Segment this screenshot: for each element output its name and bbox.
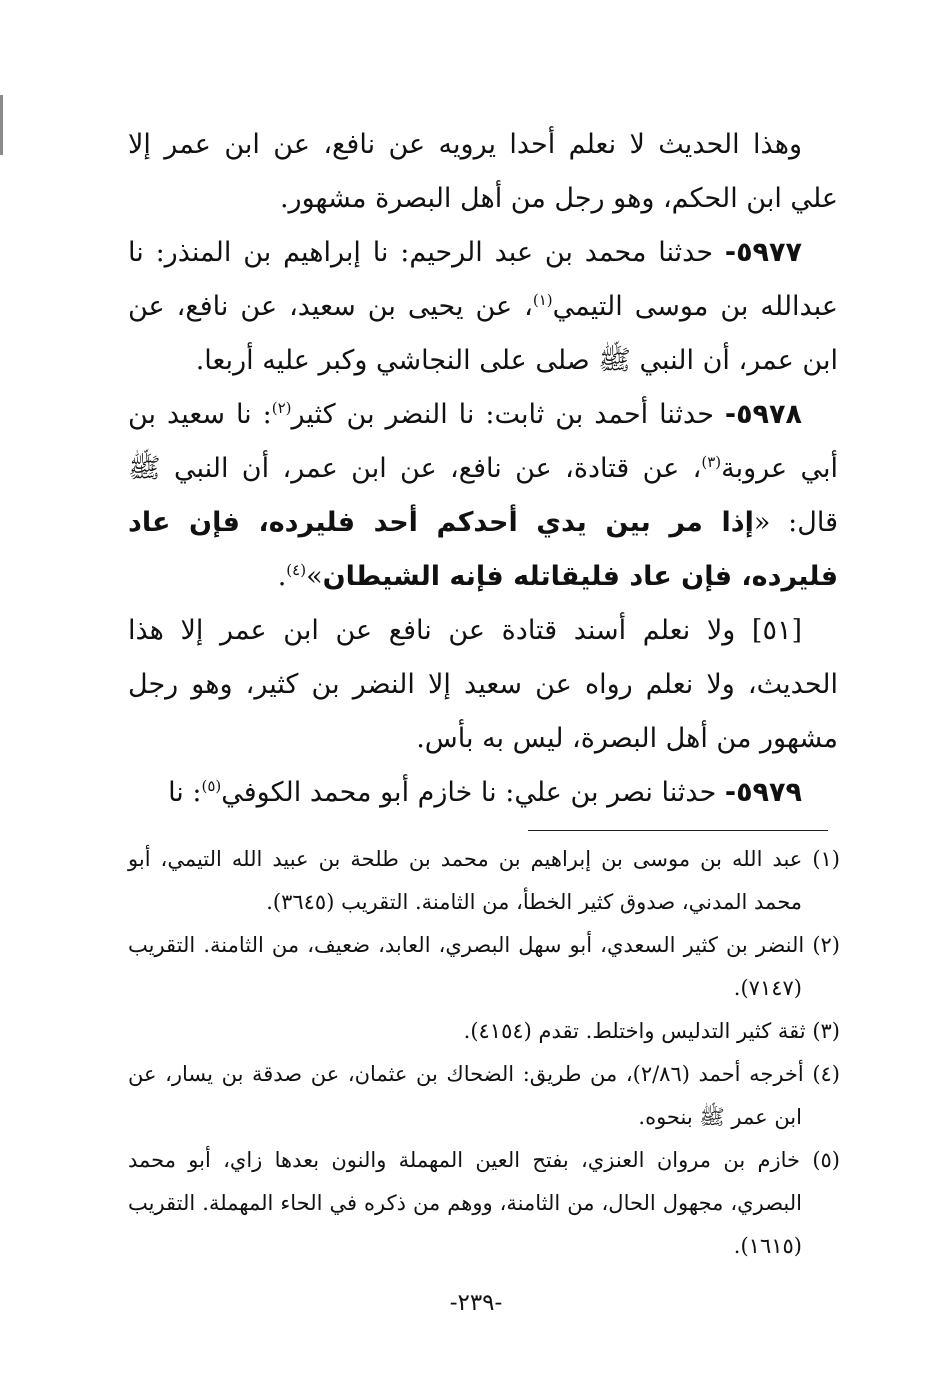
footnote-3: (٣) ثقة كثير التدليس واختلط. تقدم (٤١٥٤). xyxy=(463,1019,840,1043)
footnote-divider xyxy=(528,830,828,831)
hadith-number: ٥٩٧٧- xyxy=(724,237,802,268)
paragraph-51: [٥١] ولا نعلم أسند قتادة عن نافع عن ابن عمر إلا هذا الحديث، ولا نعلم رواه عن سعيد إلا النضر بن كثير، وهو رجل مشهور من أهل البصرة، ليس به بأس. xyxy=(128,615,838,754)
footnote-1: (١) عبد الله بن موسى بن إبراهيم بن محمد بن طلحة بن عبيد الله التيمي، أبو محمد المدني، صدوق كثير الخطأ، من الثامنة. التقريب (٣٦٤٥). xyxy=(128,847,840,914)
scan-edge-mark xyxy=(0,95,3,155)
hadith-matn-bold: إذا مر بين يدي أحدكم أحد فليرده، فإن عاد فليرده، فإن عاد فليقاتله فإنه الشيطان xyxy=(128,507,838,592)
footnote-ref: (٥) xyxy=(201,777,222,795)
hadith-text: حدثنا نصر بن علي: نا خازم أبو محمد الكوفي xyxy=(221,777,725,808)
main-text xyxy=(128,118,838,820)
hadith-text: حدثنا أحمد بن ثابت: نا النضر بن كثير xyxy=(291,399,725,430)
hadith-text: . xyxy=(277,561,287,592)
hadith-text: حدثنا محمد بن عبد الرحيم: نا إبراهيم بن المنذر: نا عبدالله بن موسى التيمي xyxy=(128,237,838,322)
footnote-5: (٥) خازم بن مروان العنزي، بفتح العين المهملة والنون بعدها زاي، أبو محمد البصري، مجهول الحال، من الثامنة، ووهم من ذكره في الحاء المهملة. التقريب (١٦١٥). xyxy=(128,1148,840,1258)
hadith-text: ، عن يحيى بن سعيد، عن نافع، عن ابن عمر، أن النبي ﷺ صلى على النجاشي وكبر عليه أربعا. xyxy=(128,291,838,376)
footnotes xyxy=(128,838,840,1268)
hadith-number: ٥٩٧٨- xyxy=(724,399,802,430)
paragraph-intro: وهذا الحديث لا نعلم أحدا يرويه عن نافع، عن ابن عمر إلا علي ابن الحكم، وهو رجل من أهل البصرة مشهور. xyxy=(128,129,838,214)
hadith-text: : نا سعيد بن أبي عروبة xyxy=(128,399,839,484)
hadith-5977 xyxy=(128,226,838,388)
footnote-ref: (١) xyxy=(532,291,553,309)
footnote-2: (٢) النضر بن كثير السعدي، أبو سهل البصري، العابد، ضعيف، من الثامنة. التقريب (٧١٤٧). xyxy=(128,933,840,1000)
hadith-number: ٥٩٧٩- xyxy=(724,777,802,808)
footnote-4: (٤) أخرجه أحمد (٢/٨٦)، من طريق: الضحاك بن عثمان، عن صدقة بن يسار، عن ابن عمر ﷺ بنحوه. xyxy=(128,1062,840,1129)
hadith-text: » xyxy=(306,561,323,592)
hadith-5979 xyxy=(128,766,838,820)
hadith-5978 xyxy=(128,388,838,604)
hadith-text: : نا xyxy=(168,777,202,808)
page-number: -٢٣٩- xyxy=(449,1290,503,1316)
hadith-text: ، عن قتادة، عن نافع، عن ابن عمر، أن النبي ﷺ قال: « xyxy=(128,453,838,538)
footnote-ref: (٤) xyxy=(286,561,307,579)
footnote-ref: (٣) xyxy=(701,453,722,471)
footnote-ref: (٢) xyxy=(271,399,292,417)
